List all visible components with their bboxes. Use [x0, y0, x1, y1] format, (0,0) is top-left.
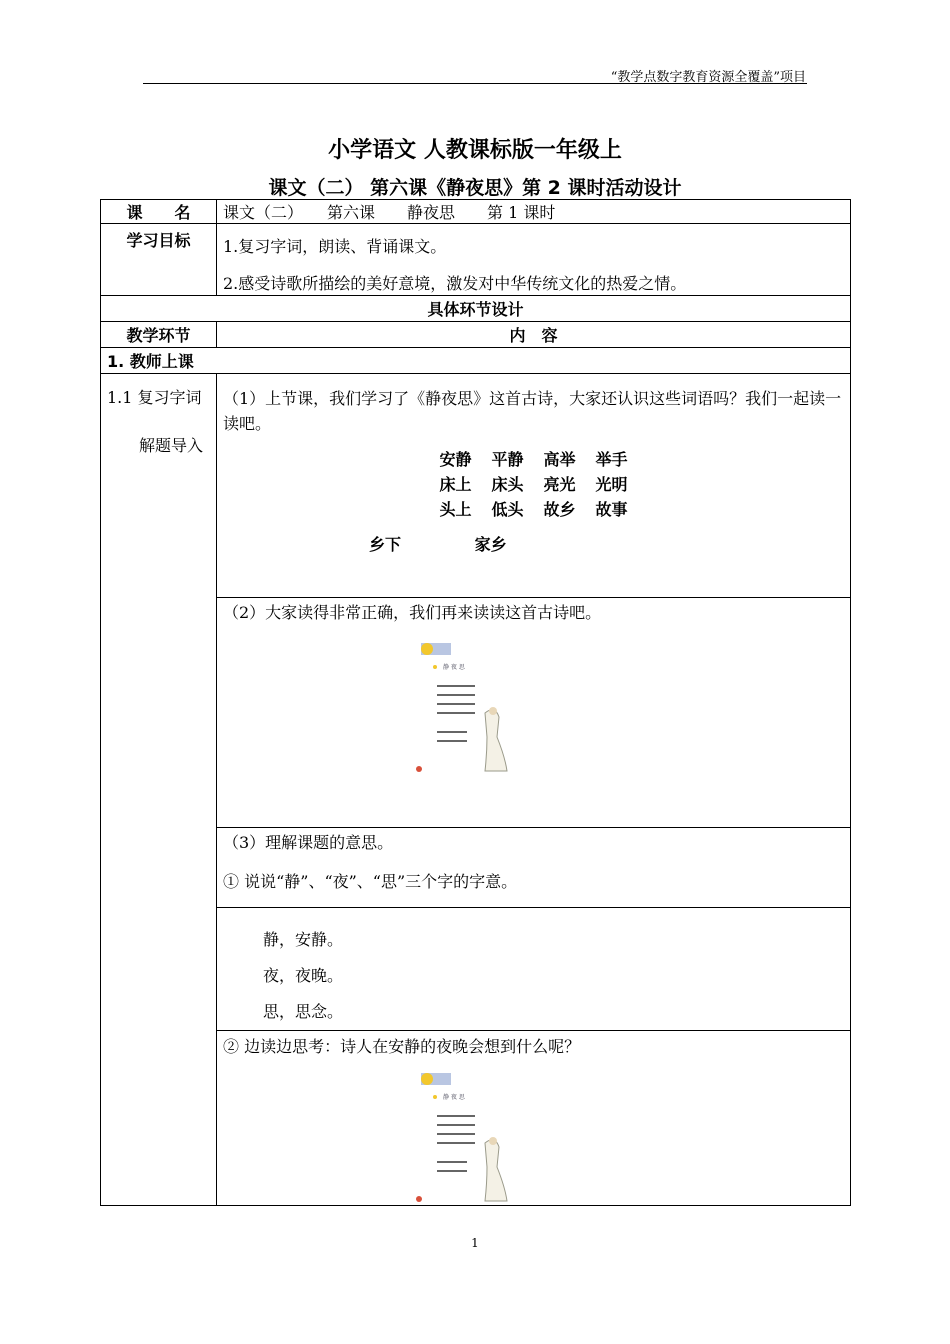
- word-row: [223, 447, 844, 472]
- step-label-line1: 1.1 复习字词: [107, 388, 202, 407]
- svg-text:静 夜 思: 静 夜 思: [443, 664, 465, 671]
- word: 床上: [439, 475, 472, 494]
- word: 安静: [439, 450, 472, 469]
- content-poem: [217, 598, 851, 828]
- word: 故乡: [543, 500, 576, 519]
- poem-illustration: [413, 641, 513, 771]
- header-note: “教学点数字教育资源全覆盖”项目: [610, 70, 806, 85]
- lesson-table: [100, 199, 851, 1206]
- poem-picture: [413, 641, 513, 776]
- meaning: 静，安静。: [263, 930, 344, 949]
- word: 故事: [595, 500, 628, 519]
- word: 亮光: [543, 475, 576, 494]
- col-header-step: 教学环节: [101, 322, 217, 348]
- word: 头上: [439, 500, 472, 519]
- col-header-content: 内 容: [217, 322, 851, 348]
- word: 乡下: [369, 535, 402, 554]
- course-label: 课 名: [101, 200, 217, 224]
- step-label: [101, 374, 217, 1206]
- content-title-meaning: [217, 828, 851, 908]
- para-2: （2）大家读得非常正确，我们再来读读这首古诗吧。: [223, 603, 602, 622]
- goal-item: 1.复习字词，朗读、背诵课文。: [223, 237, 447, 256]
- page-number: 1: [471, 1236, 479, 1250]
- doc-title: 小学语文 人教课标版一年级上: [328, 138, 622, 163]
- word-list: [223, 447, 844, 555]
- word-row-last: [223, 532, 844, 555]
- word: 家乡: [474, 535, 507, 554]
- svg-text:静 夜 思: 静 夜 思: [443, 1094, 465, 1101]
- word: 床头: [491, 475, 524, 494]
- course-value: 课文（二） 第六课 静夜思 第 1 课时: [217, 200, 851, 224]
- word: 高举: [543, 450, 576, 469]
- content-words: [217, 374, 851, 598]
- content-reflection: [217, 1031, 851, 1206]
- meaning: 思，思念。: [263, 1002, 344, 1021]
- word: 低头: [491, 500, 524, 519]
- step-label-line2: 解题导入: [139, 436, 204, 455]
- section-title: 具体环节设计: [101, 296, 851, 322]
- doc-subtitle: 课文（二） 第六课《静夜思》第 2 课时活动设计: [268, 177, 682, 199]
- poem-picture: [413, 1071, 513, 1206]
- goal-item: 2.感受诗歌所描绘的美好意境，激发对中华传统文化的热爱之情。: [223, 274, 687, 293]
- meaning: 夜，夜晚。: [263, 966, 344, 985]
- word: 光明: [595, 475, 628, 494]
- goal-label: 学习目标: [101, 224, 217, 296]
- content-meanings: [217, 908, 851, 1031]
- para-3a: ① 说说“静”、“夜”、“思”三个字的字意。: [223, 872, 518, 891]
- word: 平静: [491, 450, 524, 469]
- para-3: （3）理解课题的意思。: [223, 833, 394, 852]
- para-1: （1）上节课，我们学习了《静夜思》这首古诗，大家还认识这些词语吗？我们一起读一读吧。: [223, 389, 842, 433]
- word-row: [223, 472, 844, 497]
- poem-illustration: [413, 1071, 513, 1201]
- word: 举手: [595, 450, 628, 469]
- para-4: ② 边读边思考：诗人在安静的夜晚会想到什么呢？: [223, 1037, 581, 1056]
- header-divider: [143, 83, 807, 84]
- part-title: 1. 教师上课: [101, 348, 851, 374]
- word-row: [223, 497, 844, 522]
- goals-cell: [217, 224, 851, 296]
